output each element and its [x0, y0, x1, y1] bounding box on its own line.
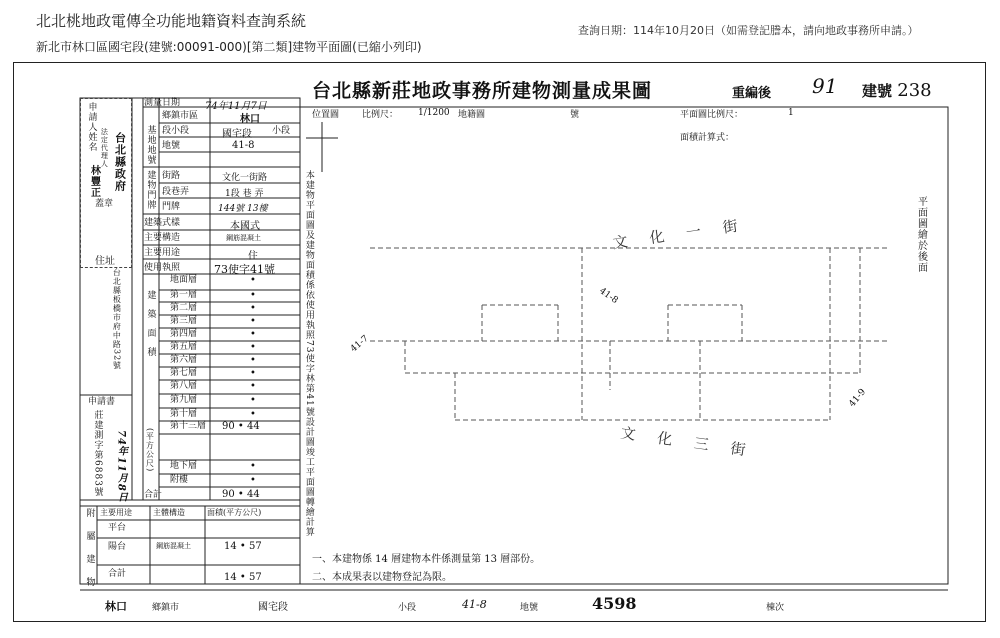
- lot-label-3: 41-9: [847, 387, 869, 410]
- use-value: 住: [248, 251, 258, 262]
- door-label: 門牌: [162, 202, 181, 212]
- floor-value: •: [250, 475, 256, 486]
- applicant-label: 申請人姓名: [86, 102, 97, 152]
- note-1: 一、本建物係 14 層建物本件係測量第 13 層部份。: [312, 554, 541, 565]
- plan-scale-value: 1: [788, 108, 794, 118]
- system-title: 北北桃地政電傳全功能地籍資料查詢系統: [36, 12, 307, 30]
- floor-label: 第七層: [170, 368, 198, 378]
- aux-value: 14 • 57: [224, 541, 262, 552]
- lot-value: 41-8: [232, 140, 255, 151]
- permit-label: 使用執照: [144, 263, 181, 273]
- application-date: 74年11月8日: [115, 430, 127, 503]
- middle-note: 本建物平面圖及建物面積係依使用執照73使字林第41號設計圖竣工平面圖轉繪計算: [303, 170, 314, 537]
- document-subtitle: 新北市林口區國宅段(建號:00091-000)[第二類]建物平面圖(已縮小列印): [36, 40, 422, 54]
- footer-lot: 41-8: [462, 598, 487, 611]
- area-calc-label: 面積計算式：: [680, 133, 735, 143]
- aux-row-2: 陽台: [108, 542, 127, 552]
- floor-value: •: [250, 275, 256, 286]
- floor-value: •: [250, 329, 256, 340]
- lot-label-2: 41-7: [348, 333, 371, 355]
- aux-material-label: 主體構造: [153, 508, 185, 517]
- lane-label: 段巷弄: [162, 187, 190, 197]
- floor-value: •: [250, 316, 256, 327]
- applicant-no-label: 申請書: [88, 397, 116, 407]
- floor-value: •: [250, 290, 256, 301]
- footer-section: 國宅段: [258, 602, 288, 613]
- aux-total: 14 • 57: [224, 572, 262, 583]
- lot-suffix: 號: [570, 110, 580, 120]
- total-label: 合計: [144, 490, 163, 500]
- floor-label: 第十三層: [170, 421, 207, 431]
- street-bottom: 文化三街: [619, 423, 769, 463]
- floor-value: •: [250, 368, 256, 379]
- floor-value: •: [250, 342, 256, 353]
- style-value: 本國式: [230, 221, 260, 232]
- floor-value: •: [250, 461, 256, 472]
- land-label: 基地地號: [145, 125, 156, 165]
- query-date: 查詢日期：114年10月20日（如需登記謄本，請向地政事務所申請。）: [578, 24, 919, 37]
- floor-label: 第五層: [170, 342, 198, 352]
- material-value: 鋼筋混凝土: [226, 234, 261, 242]
- aux-row-1: 平台: [108, 523, 127, 533]
- survey-date-label: 測量日期: [144, 98, 181, 108]
- applicant-value: 台北縣政府: [113, 132, 127, 192]
- floor-value: •: [250, 381, 256, 392]
- floor-label: 第一層: [170, 290, 198, 300]
- plan-scale-label: 平面圖比例尺：: [680, 110, 744, 120]
- location-label: 位置圖: [312, 110, 340, 120]
- floor-value: •: [250, 395, 256, 406]
- floor-label: 地面層: [170, 275, 198, 285]
- section-label: 段小段: [162, 126, 190, 136]
- aux-area-label: 面積(平方公尺): [207, 508, 262, 517]
- handwritten-number: 91: [812, 74, 838, 98]
- unit-label: (平方公尺): [145, 428, 155, 473]
- floor-label: 第八層: [170, 381, 198, 391]
- floor-value: 90 • 44: [222, 421, 260, 432]
- floor-label: 第六層: [170, 355, 198, 365]
- applicant-no: 莊建測字第6883號: [92, 410, 103, 497]
- material-label: 主要構造: [144, 233, 181, 243]
- use-label: 主要用途: [144, 248, 181, 258]
- plan-behind-note: 平面圖繪於後面: [915, 196, 927, 273]
- footer-township: 林口: [105, 600, 127, 613]
- street-top: 文化一街: [611, 213, 761, 253]
- floor-label: 第九層: [170, 395, 198, 405]
- street-value: 文化一街路: [222, 173, 268, 183]
- footer-lot-label: 地號: [520, 603, 539, 613]
- township-label: 鄉鎮市區: [162, 111, 199, 121]
- floor-label: 附樓: [170, 475, 189, 485]
- footer-building-label: 棟次: [766, 603, 785, 613]
- lane-value: 1段 巷 弄: [225, 189, 264, 199]
- footer-township-label: 鄉鎮市: [152, 603, 180, 613]
- aux-material-value: 鋼筋混凝土: [156, 542, 191, 550]
- scale-label: 比例尺：: [362, 110, 399, 120]
- township-value: 林口: [240, 114, 260, 125]
- seal-label: 蓋章: [95, 199, 114, 209]
- floor-label: 第十層: [170, 409, 198, 419]
- document-title: 台北縣新莊地政事務所建物測量成果圖: [312, 80, 653, 102]
- floor-label: 第二層: [170, 303, 198, 313]
- aux-use-label: 主要用途: [100, 508, 132, 517]
- scale-value: 1/1200: [418, 108, 450, 118]
- building-number: 建號 238: [862, 80, 932, 101]
- floor-label: 地下層: [170, 461, 198, 471]
- floors-label: 建築面積: [145, 290, 156, 366]
- style-label: 建築式樣: [144, 218, 181, 228]
- address-label: 住址: [95, 256, 115, 267]
- floor-label: 第三層: [170, 316, 198, 326]
- address-value: 台北縣板橋市府中路32號: [112, 268, 122, 371]
- lot-label: 地號: [162, 141, 181, 151]
- survey-date: 74年11月7日: [205, 101, 267, 112]
- aux-side-label: 附屬建物: [84, 508, 95, 600]
- floor-value: •: [250, 303, 256, 314]
- floor-label: 第四層: [170, 329, 198, 339]
- legal-rep-label: 法定代理人: [100, 128, 109, 168]
- note-2: 二、本成果表以建物登記為限。: [312, 572, 452, 583]
- street-label: 街路: [162, 171, 181, 181]
- floor-value: •: [250, 409, 256, 420]
- door-group-label: 建物門牌: [145, 170, 156, 210]
- permit-value: 73使字41號: [214, 263, 275, 276]
- floor-value: •: [250, 355, 256, 366]
- subsection-value: 小段: [272, 126, 291, 136]
- door-value: 144號 13樓: [218, 204, 268, 214]
- footer-building: 4598: [592, 594, 637, 613]
- lot-label-1: 41-8: [597, 286, 620, 306]
- section-value: 國宅段: [222, 129, 252, 140]
- lot-map-label: 地籍圖: [458, 110, 486, 120]
- aux-row-3: 合計: [108, 569, 127, 579]
- legal-rep-value: 林豐正: [88, 165, 100, 198]
- footer-subsection-label: 小段: [398, 603, 417, 613]
- total-value: 90 • 44: [222, 489, 260, 500]
- edited-mark: 重編後: [732, 86, 772, 101]
